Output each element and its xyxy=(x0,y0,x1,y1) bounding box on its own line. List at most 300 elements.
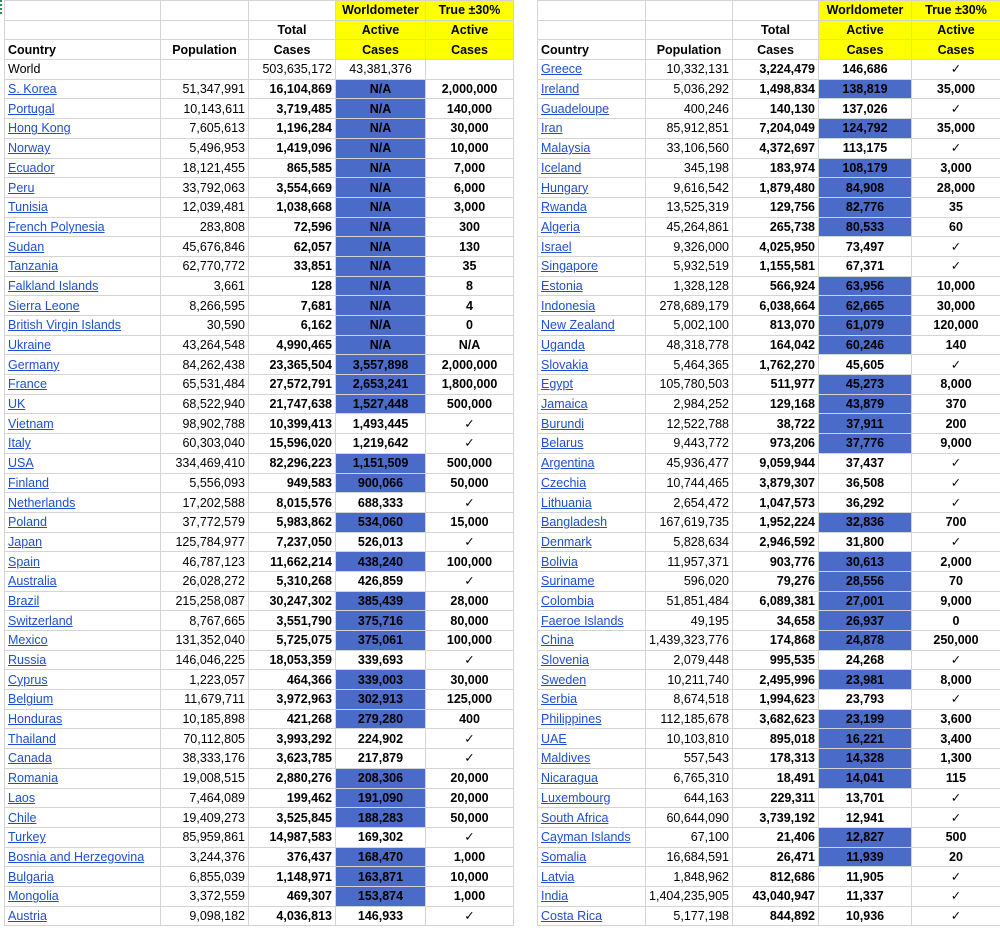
total-cases-cell[interactable]: 3,879,307 xyxy=(733,473,819,493)
worldometer-active-cell[interactable]: 23,793 xyxy=(819,690,912,710)
population-cell[interactable]: 33,792,063 xyxy=(161,178,249,198)
country-link[interactable]: Algeria xyxy=(541,219,580,234)
total-cases-cell[interactable]: 199,462 xyxy=(249,788,336,808)
country-link[interactable]: Brazil xyxy=(8,593,40,608)
country-cell[interactable] xyxy=(5,276,161,296)
total-cases-cell[interactable]: 3,739,192 xyxy=(733,808,819,828)
true-active-cell[interactable]: 8,000 xyxy=(912,670,1000,690)
worldometer-active-cell[interactable]: N/A xyxy=(336,119,426,139)
true-active-cell[interactable]: 35,000 xyxy=(912,79,1000,99)
total-cases-cell[interactable]: 1,994,623 xyxy=(733,690,819,710)
population-cell[interactable]: 125,784,977 xyxy=(161,532,249,552)
population-cell[interactable]: 5,036,292 xyxy=(646,79,733,99)
total-cases-cell[interactable]: 27,572,791 xyxy=(249,375,336,395)
total-cases-cell[interactable]: 16,104,869 xyxy=(249,79,336,99)
country-link[interactable]: Peru xyxy=(8,180,35,195)
worldometer-active-cell[interactable]: 67,371 xyxy=(819,256,912,276)
country-cell[interactable] xyxy=(5,158,161,178)
total-cases-cell[interactable]: 265,738 xyxy=(733,217,819,237)
true-active-cell[interactable]: N/A xyxy=(426,335,514,355)
total-cases-cell[interactable]: 844,892 xyxy=(733,906,819,926)
country-cell[interactable] xyxy=(538,119,646,139)
population-cell[interactable]: 98,902,788 xyxy=(161,414,249,434)
worldometer-active-cell[interactable]: 385,439 xyxy=(336,591,426,611)
country-cell[interactable] xyxy=(538,886,646,906)
worldometer-active-cell[interactable]: 534,060 xyxy=(336,512,426,532)
country-link[interactable]: Belgium xyxy=(8,692,54,707)
true-active-cell[interactable]: 500,000 xyxy=(426,453,514,473)
country-cell[interactable] xyxy=(5,552,161,572)
population-cell[interactable]: 5,002,100 xyxy=(646,316,733,336)
country-cell[interactable] xyxy=(5,886,161,906)
country-cell[interactable] xyxy=(5,729,161,749)
country-cell[interactable] xyxy=(538,79,646,99)
worldometer-active-cell[interactable]: 146,686 xyxy=(819,60,912,80)
population-cell[interactable]: 65,531,484 xyxy=(161,375,249,395)
population-cell[interactable]: 85,912,851 xyxy=(646,119,733,139)
country-cell[interactable] xyxy=(538,237,646,257)
true-active-cell[interactable] xyxy=(912,867,1000,887)
country-link[interactable]: Bolivia xyxy=(541,554,578,569)
total-cases-cell[interactable]: 3,719,485 xyxy=(249,99,336,119)
total-cases-cell[interactable]: 18,491 xyxy=(733,768,819,788)
total-cases-cell[interactable]: 178,313 xyxy=(733,749,819,769)
worldometer-active-cell[interactable]: 11,939 xyxy=(819,847,912,867)
population-cell[interactable]: 10,744,465 xyxy=(646,473,733,493)
true-active-cell[interactable]: 50,000 xyxy=(426,473,514,493)
country-link[interactable]: Greece xyxy=(541,62,582,77)
country-link[interactable]: Suriname xyxy=(541,574,595,589)
country-cell[interactable] xyxy=(5,768,161,788)
population-cell[interactable]: 8,767,665 xyxy=(161,611,249,631)
worldometer-active-cell[interactable]: 13,701 xyxy=(819,788,912,808)
worldometer-active-cell[interactable]: 43,381,376 xyxy=(336,60,426,80)
country-link[interactable]: Hungary xyxy=(541,180,589,195)
country-link[interactable]: Turkey xyxy=(8,830,46,845)
country-link[interactable]: S. Korea xyxy=(8,82,57,97)
true-active-cell[interactable] xyxy=(426,749,514,769)
worldometer-active-cell[interactable]: 43,879 xyxy=(819,394,912,414)
total-cases-cell[interactable]: 3,623,785 xyxy=(249,749,336,769)
population-cell[interactable]: 11,679,711 xyxy=(161,690,249,710)
total-cases-cell[interactable]: 3,224,479 xyxy=(733,60,819,80)
country-cell[interactable] xyxy=(538,434,646,454)
worldometer-active-cell[interactable]: 526,013 xyxy=(336,532,426,552)
true-active-cell[interactable]: 370 xyxy=(912,394,1000,414)
population-cell[interactable]: 112,185,678 xyxy=(646,709,733,729)
country-link[interactable]: British Virgin Islands xyxy=(8,318,122,333)
population-cell[interactable]: 1,439,323,776 xyxy=(646,631,733,651)
total-cases-cell[interactable]: 62,057 xyxy=(249,237,336,257)
country-link[interactable]: Germany xyxy=(8,357,60,372)
true-active-cell[interactable] xyxy=(912,138,1000,158)
true-active-cell[interactable] xyxy=(912,532,1000,552)
total-cases-cell[interactable]: 895,018 xyxy=(733,729,819,749)
total-cases-cell[interactable]: 511,977 xyxy=(733,375,819,395)
country-cell[interactable] xyxy=(5,571,161,591)
true-active-cell[interactable]: 140,000 xyxy=(426,99,514,119)
total-cases-cell[interactable]: 43,040,947 xyxy=(733,886,819,906)
total-cases-cell[interactable]: 79,276 xyxy=(733,571,819,591)
true-active-cell[interactable]: 1,300 xyxy=(912,749,1000,769)
population-cell[interactable]: 10,143,611 xyxy=(161,99,249,119)
population-cell[interactable]: 1,223,057 xyxy=(161,670,249,690)
total-cases-cell[interactable]: 23,365,504 xyxy=(249,355,336,375)
worldometer-active-cell[interactable]: 26,937 xyxy=(819,611,912,631)
country-link[interactable]: Faeroe Islands xyxy=(541,613,624,628)
country-link[interactable]: Mongolia xyxy=(8,889,59,904)
true-active-cell[interactable] xyxy=(426,571,514,591)
worldometer-active-cell[interactable]: N/A xyxy=(336,178,426,198)
country-link[interactable]: Sweden xyxy=(541,672,587,687)
total-cases-cell[interactable]: 1,419,096 xyxy=(249,138,336,158)
population-cell[interactable]: 9,326,000 xyxy=(646,237,733,257)
true-active-cell[interactable]: 2,000,000 xyxy=(426,355,514,375)
total-cases-cell[interactable]: 11,662,214 xyxy=(249,552,336,572)
total-cases-cell[interactable]: 5,983,862 xyxy=(249,512,336,532)
population-cell[interactable]: 68,522,940 xyxy=(161,394,249,414)
true-active-cell[interactable]: 1,000 xyxy=(426,847,514,867)
country-cell[interactable] xyxy=(538,394,646,414)
true-active-cell[interactable]: 0 xyxy=(426,316,514,336)
population-cell[interactable]: 8,266,595 xyxy=(161,296,249,316)
population-cell[interactable]: 283,808 xyxy=(161,217,249,237)
country-link[interactable]: Austria xyxy=(8,908,47,923)
country-link[interactable]: Tanzania xyxy=(8,259,59,274)
total-cases-cell[interactable]: 4,990,465 xyxy=(249,335,336,355)
country-cell[interactable] xyxy=(5,867,161,887)
true-active-cell[interactable] xyxy=(912,808,1000,828)
worldometer-active-cell[interactable]: 60,246 xyxy=(819,335,912,355)
country-link[interactable]: Costa Rica xyxy=(541,908,603,923)
true-active-cell[interactable]: 140 xyxy=(912,335,1000,355)
country-link[interactable]: France xyxy=(8,377,47,392)
country-cell[interactable] xyxy=(538,571,646,591)
country-link[interactable]: Norway xyxy=(8,141,51,156)
population-cell[interactable]: 13,525,319 xyxy=(646,197,733,217)
total-cases-cell[interactable]: 566,924 xyxy=(733,276,819,296)
country-link[interactable]: China xyxy=(541,633,574,648)
country-link[interactable]: Honduras xyxy=(8,712,63,727)
country-link[interactable]: Laos xyxy=(8,790,36,805)
country-link[interactable]: Somalia xyxy=(541,849,587,864)
total-cases-cell[interactable]: 812,686 xyxy=(733,867,819,887)
true-active-cell[interactable] xyxy=(426,906,514,926)
total-cases-cell[interactable]: 3,551,790 xyxy=(249,611,336,631)
total-cases-cell[interactable]: 10,399,413 xyxy=(249,414,336,434)
country-cell[interactable] xyxy=(5,827,161,847)
true-active-cell[interactable] xyxy=(912,237,1000,257)
population-cell[interactable]: 38,333,176 xyxy=(161,749,249,769)
true-active-cell[interactable]: 28,000 xyxy=(426,591,514,611)
total-cases-cell[interactable]: 813,070 xyxy=(733,316,819,336)
country-cell[interactable] xyxy=(538,473,646,493)
worldometer-active-cell[interactable]: 279,280 xyxy=(336,709,426,729)
country-link[interactable]: Estonia xyxy=(541,278,583,293)
population-cell[interactable]: 146,046,225 xyxy=(161,650,249,670)
worldometer-active-cell[interactable]: 61,079 xyxy=(819,316,912,336)
country-cell[interactable] xyxy=(5,906,161,926)
total-cases-cell[interactable]: 3,993,292 xyxy=(249,729,336,749)
population-cell[interactable]: 5,177,198 xyxy=(646,906,733,926)
country-cell[interactable] xyxy=(538,788,646,808)
country-cell[interactable] xyxy=(5,237,161,257)
country-link[interactable]: Japan xyxy=(8,534,43,549)
true-active-cell[interactable]: 400 xyxy=(426,709,514,729)
population-cell[interactable]: 45,676,846 xyxy=(161,237,249,257)
population-cell[interactable]: 7,464,089 xyxy=(161,788,249,808)
population-cell[interactable]: 51,347,991 xyxy=(161,79,249,99)
true-active-cell[interactable]: 500 xyxy=(912,827,1000,847)
worldometer-active-cell[interactable]: 36,508 xyxy=(819,473,912,493)
country-link[interactable]: Ecuador xyxy=(8,160,55,175)
total-cases-cell[interactable]: 1,196,284 xyxy=(249,119,336,139)
country-link[interactable]: Ireland xyxy=(541,82,580,97)
worldometer-active-cell[interactable]: 124,792 xyxy=(819,119,912,139)
country-link[interactable]: Thailand xyxy=(8,731,56,746)
true-active-cell[interactable]: 6,000 xyxy=(426,178,514,198)
country-link[interactable]: UAE xyxy=(541,731,567,746)
population-cell[interactable]: 3,244,376 xyxy=(161,847,249,867)
total-cases-cell[interactable]: 229,311 xyxy=(733,788,819,808)
population-cell[interactable]: 33,106,560 xyxy=(646,138,733,158)
true-active-cell[interactable] xyxy=(912,473,1000,493)
country-cell[interactable] xyxy=(538,827,646,847)
country-cell[interactable] xyxy=(5,808,161,828)
population-cell[interactable]: 10,103,810 xyxy=(646,729,733,749)
country-cell[interactable] xyxy=(538,867,646,887)
population-cell[interactable]: 644,163 xyxy=(646,788,733,808)
true-active-cell[interactable]: 35 xyxy=(912,197,1000,217)
country-cell[interactable] xyxy=(538,217,646,237)
worldometer-active-cell[interactable]: 217,879 xyxy=(336,749,426,769)
true-active-cell[interactable] xyxy=(912,60,1000,80)
true-active-cell[interactable]: 3,000 xyxy=(426,197,514,217)
total-cases-cell[interactable]: 18,053,359 xyxy=(249,650,336,670)
worldometer-active-cell[interactable]: 36,292 xyxy=(819,493,912,513)
country-link[interactable]: Chile xyxy=(8,810,37,825)
total-cases-cell[interactable]: 140,130 xyxy=(733,99,819,119)
true-active-cell[interactable] xyxy=(912,256,1000,276)
population-cell[interactable]: 5,556,093 xyxy=(161,473,249,493)
worldometer-active-cell[interactable]: 45,605 xyxy=(819,355,912,375)
total-cases-cell[interactable]: 1,155,581 xyxy=(733,256,819,276)
country-cell[interactable] xyxy=(538,453,646,473)
country-cell[interactable] xyxy=(5,296,161,316)
population-cell[interactable]: 8,674,518 xyxy=(646,690,733,710)
country-link[interactable]: Slovenia xyxy=(541,653,589,668)
country-cell[interactable] xyxy=(5,119,161,139)
total-cases-cell[interactable]: 7,681 xyxy=(249,296,336,316)
country-link[interactable]: Guadeloupe xyxy=(541,101,610,116)
population-cell[interactable]: 2,984,252 xyxy=(646,394,733,414)
population-cell[interactable]: 131,352,040 xyxy=(161,631,249,651)
total-cases-cell[interactable]: 2,946,592 xyxy=(733,532,819,552)
country-cell[interactable] xyxy=(5,591,161,611)
worldometer-active-cell[interactable]: 163,871 xyxy=(336,867,426,887)
country-link[interactable]: Egypt xyxy=(541,377,573,392)
country-link[interactable]: Slovakia xyxy=(541,357,589,372)
true-active-cell[interactable] xyxy=(426,414,514,434)
country-cell[interactable] xyxy=(538,631,646,651)
population-cell[interactable]: 6,855,039 xyxy=(161,867,249,887)
total-cases-cell[interactable]: 376,437 xyxy=(249,847,336,867)
worldometer-active-cell[interactable]: N/A xyxy=(336,335,426,355)
worldometer-active-cell[interactable]: 37,911 xyxy=(819,414,912,434)
worldometer-active-cell[interactable]: 208,306 xyxy=(336,768,426,788)
worldometer-active-cell[interactable]: 11,905 xyxy=(819,867,912,887)
country-link[interactable]: Vietnam xyxy=(8,416,54,431)
country-cell[interactable] xyxy=(5,512,161,532)
country-cell[interactable] xyxy=(5,355,161,375)
worldometer-active-cell[interactable]: 339,003 xyxy=(336,670,426,690)
country-cell[interactable] xyxy=(5,709,161,729)
country-link[interactable]: India xyxy=(541,889,569,904)
population-cell[interactable] xyxy=(161,60,249,80)
country-link[interactable]: Singapore xyxy=(541,259,598,274)
total-cases-cell[interactable]: 1,038,668 xyxy=(249,197,336,217)
country-link[interactable]: Burundi xyxy=(541,416,585,431)
true-active-cell[interactable]: 50,000 xyxy=(426,808,514,828)
country-link[interactable]: Uganda xyxy=(541,338,585,353)
true-active-cell[interactable] xyxy=(426,650,514,670)
country-link[interactable]: Mexico xyxy=(8,633,48,648)
population-cell[interactable]: 334,469,410 xyxy=(161,453,249,473)
true-active-cell[interactable]: 700 xyxy=(912,512,1000,532)
true-active-cell[interactable] xyxy=(426,532,514,552)
country-cell[interactable] xyxy=(5,414,161,434)
country-link[interactable]: Bulgaria xyxy=(8,869,54,884)
true-active-cell[interactable] xyxy=(426,434,514,454)
worldometer-active-cell[interactable]: 688,333 xyxy=(336,493,426,513)
country-cell[interactable] xyxy=(538,99,646,119)
country-cell[interactable] xyxy=(5,493,161,513)
true-active-cell[interactable]: 28,000 xyxy=(912,178,1000,198)
true-active-cell[interactable]: 100,000 xyxy=(426,552,514,572)
population-cell[interactable]: 60,644,090 xyxy=(646,808,733,828)
true-active-cell[interactable]: 2,000,000 xyxy=(426,79,514,99)
country-link[interactable]: Tunisia xyxy=(8,200,48,215)
country-cell[interactable] xyxy=(5,217,161,237)
total-cases-cell[interactable]: 1,762,270 xyxy=(733,355,819,375)
worldometer-active-cell[interactable]: N/A xyxy=(336,197,426,217)
country-cell[interactable] xyxy=(538,178,646,198)
total-cases-cell[interactable]: 4,036,813 xyxy=(249,906,336,926)
worldometer-active-cell[interactable]: N/A xyxy=(336,296,426,316)
worldometer-active-cell[interactable]: 137,026 xyxy=(819,99,912,119)
true-active-cell[interactable]: 3,000 xyxy=(912,158,1000,178)
worldometer-active-cell[interactable]: 138,819 xyxy=(819,79,912,99)
population-cell[interactable]: 26,028,272 xyxy=(161,571,249,591)
population-cell[interactable]: 37,772,579 xyxy=(161,512,249,532)
country-cell[interactable] xyxy=(538,60,646,80)
true-active-cell[interactable]: 1,000 xyxy=(426,886,514,906)
country-link[interactable]: Jamaica xyxy=(541,397,588,412)
worldometer-active-cell[interactable]: 84,908 xyxy=(819,178,912,198)
country-link[interactable]: Iran xyxy=(541,121,563,136)
true-active-cell[interactable]: 300 xyxy=(426,217,514,237)
true-active-cell[interactable]: 8,000 xyxy=(912,375,1000,395)
total-cases-cell[interactable]: 14,987,583 xyxy=(249,827,336,847)
worldometer-active-cell[interactable]: 339,693 xyxy=(336,650,426,670)
worldometer-active-cell[interactable]: 23,199 xyxy=(819,709,912,729)
country-cell[interactable] xyxy=(538,670,646,690)
total-cases-cell[interactable]: 128 xyxy=(249,276,336,296)
country-cell[interactable] xyxy=(5,650,161,670)
country-link[interactable]: Israel xyxy=(541,239,572,254)
total-cases-cell[interactable]: 21,747,638 xyxy=(249,394,336,414)
worldometer-active-cell[interactable]: 10,936 xyxy=(819,906,912,926)
total-cases-cell[interactable]: 7,204,049 xyxy=(733,119,819,139)
true-active-cell[interactable]: 8 xyxy=(426,276,514,296)
population-cell[interactable]: 51,851,484 xyxy=(646,591,733,611)
population-cell[interactable]: 1,328,128 xyxy=(646,276,733,296)
true-active-cell[interactable]: 200 xyxy=(912,414,1000,434)
worldometer-active-cell[interactable]: 14,328 xyxy=(819,749,912,769)
total-cases-cell[interactable]: 6,089,381 xyxy=(733,591,819,611)
total-cases-cell[interactable]: 2,495,996 xyxy=(733,670,819,690)
country-link[interactable]: South Africa xyxy=(541,810,609,825)
true-active-cell[interactable] xyxy=(912,99,1000,119)
population-cell[interactable]: 6,765,310 xyxy=(646,768,733,788)
true-active-cell[interactable] xyxy=(912,493,1000,513)
country-cell[interactable] xyxy=(5,99,161,119)
country-cell[interactable] xyxy=(5,375,161,395)
country-link[interactable]: Ukraine xyxy=(8,338,52,353)
true-active-cell[interactable]: 10,000 xyxy=(912,276,1000,296)
total-cases-cell[interactable]: 2,880,276 xyxy=(249,768,336,788)
population-cell[interactable]: 16,684,591 xyxy=(646,847,733,867)
true-active-cell[interactable] xyxy=(426,493,514,513)
true-active-cell[interactable]: 500,000 xyxy=(426,394,514,414)
country-link[interactable]: Denmark xyxy=(541,534,592,549)
true-active-cell[interactable] xyxy=(426,729,514,749)
country-cell[interactable]: World xyxy=(5,60,161,80)
worldometer-active-cell[interactable]: N/A xyxy=(336,217,426,237)
total-cases-cell[interactable]: 1,498,834 xyxy=(733,79,819,99)
worldometer-active-cell[interactable]: 113,175 xyxy=(819,138,912,158)
population-cell[interactable]: 10,332,131 xyxy=(646,60,733,80)
total-cases-cell[interactable]: 865,585 xyxy=(249,158,336,178)
country-cell[interactable] xyxy=(538,690,646,710)
country-link[interactable]: Bosnia and Herzegovina xyxy=(8,849,145,864)
country-cell[interactable] xyxy=(538,808,646,828)
country-cell[interactable] xyxy=(538,532,646,552)
worldometer-active-cell[interactable]: 108,179 xyxy=(819,158,912,178)
total-cases-cell[interactable]: 82,296,223 xyxy=(249,453,336,473)
country-cell[interactable] xyxy=(538,256,646,276)
country-link[interactable]: Bangladesh xyxy=(541,515,608,530)
population-cell[interactable]: 45,264,861 xyxy=(646,217,733,237)
total-cases-cell[interactable]: 995,535 xyxy=(733,650,819,670)
country-cell[interactable] xyxy=(5,316,161,336)
country-link[interactable]: Colombia xyxy=(541,593,594,608)
worldometer-active-cell[interactable]: 62,665 xyxy=(819,296,912,316)
worldometer-active-cell[interactable]: 375,716 xyxy=(336,611,426,631)
country-cell[interactable] xyxy=(538,158,646,178)
population-cell[interactable]: 3,661 xyxy=(161,276,249,296)
worldometer-active-cell[interactable]: N/A xyxy=(336,276,426,296)
country-link[interactable]: Italy xyxy=(8,436,31,451)
country-link[interactable]: New Zealand xyxy=(541,318,615,333)
country-cell[interactable] xyxy=(5,335,161,355)
population-cell[interactable]: 30,590 xyxy=(161,316,249,336)
true-active-cell[interactable]: 120,000 xyxy=(912,316,1000,336)
country-cell[interactable] xyxy=(5,138,161,158)
population-cell[interactable]: 3,372,559 xyxy=(161,886,249,906)
true-active-cell[interactable] xyxy=(912,355,1000,375)
total-cases-cell[interactable]: 129,756 xyxy=(733,197,819,217)
